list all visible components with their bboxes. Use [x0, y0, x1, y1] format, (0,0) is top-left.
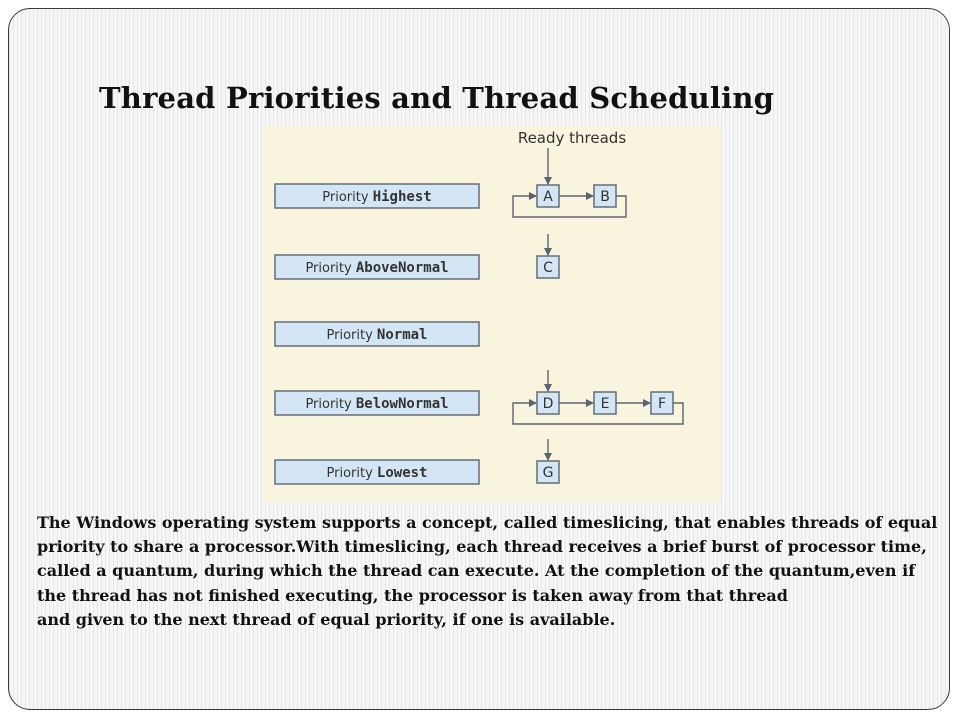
- priority-name: Highest: [372, 189, 432, 205]
- thread-label-e: E: [600, 396, 610, 412]
- slide-frame: [8, 8, 950, 710]
- diagram-background: [263, 126, 721, 502]
- slide-caption: [37, 511, 942, 632]
- priority-name: BelowNormal: [355, 396, 449, 412]
- thread-label-g: G: [542, 465, 554, 481]
- priority-label: [305, 396, 448, 412]
- priority-name: AboveNormal: [355, 260, 449, 276]
- priority-prefix: Priority: [326, 466, 377, 481]
- ready-threads-label: Ready threads: [517, 129, 627, 147]
- priority-prefix: Priority: [305, 261, 356, 276]
- priority-prefix: Priority: [322, 190, 373, 205]
- thread-label-f: F: [657, 396, 667, 412]
- priority-prefix: Priority: [326, 328, 377, 343]
- thread-label-a: A: [543, 189, 553, 205]
- priority-label: [327, 327, 428, 343]
- thread-label-b: B: [600, 189, 610, 205]
- thread-label-d: D: [542, 396, 554, 412]
- priority-prefix: Priority: [305, 397, 356, 412]
- diagram-canvas: [263, 126, 721, 502]
- priority-label: [322, 189, 431, 205]
- priority-label: [305, 260, 448, 276]
- slide-title: Thread Priorities and Thread Scheduling: [99, 81, 775, 115]
- priority-name: Normal: [376, 327, 428, 343]
- priority-scheduling-diagram: [263, 126, 721, 502]
- priority-level-normal: [275, 322, 479, 346]
- caption-paragraph-1: The Windows operating system supports a concept, called timeslicing, that enables threads of equal priority to share a processor.With timeslicing, each thread receives a brief burst of processor time, called a quantum, during which the thread can execute. At the completion of the quantum,even if the thread has not finished executing, the processor is taken away from that thread: [37, 513, 938, 605]
- priority-name: Lowest: [376, 465, 428, 481]
- thread-label-c: C: [543, 260, 553, 276]
- caption-paragraph-2: and given to the next thread of equal priority, if one is available.: [37, 609, 616, 629]
- priority-label: [327, 465, 428, 481]
